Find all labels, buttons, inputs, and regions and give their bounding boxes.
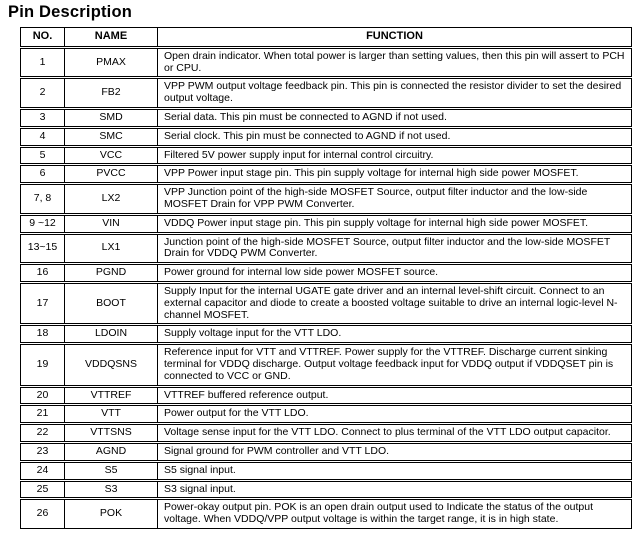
pin-number-cell: 23 [36, 444, 49, 457]
pin-name-cell: POK [64, 500, 158, 528]
pin-function-cell: VTTREF buffered reference output. [164, 388, 329, 401]
table-row [20, 78, 632, 108]
table-row [20, 499, 632, 529]
pin-number-cell: 26 [36, 507, 49, 520]
table-row [20, 48, 632, 78]
pin-function-cell: Power ground for internal low side power MOSFET source. [164, 266, 439, 279]
table-row [20, 405, 632, 423]
pin-function-cell: VPP Power input stage pin. This pin supply voltage for internal high side power MOSFET. [164, 167, 579, 180]
table-row [20, 462, 632, 480]
pin-name-cell: AGND [64, 444, 158, 460]
pin-name-cell: PGND [64, 265, 158, 281]
pin-name-cell: PMAX [64, 49, 158, 77]
pin-number-cell: 21 [36, 407, 49, 420]
pin-function-cell: VDDQ Power input stage pin. This pin supply voltage for internal high side power MOSFET. [164, 216, 589, 229]
table-row [20, 128, 632, 146]
pin-number-cell: 3 [39, 110, 46, 123]
page-title: Pin Description [8, 3, 133, 21]
pin-name-cell: VCC [64, 148, 158, 164]
pin-number-cell: 7, 8 [33, 192, 52, 205]
pin-function-cell: Supply Input for the internal UGATE gate driver and an internal level-shift circuit. Connect to an external capacitor and diode to create a boosted voltage suitable to drive an internal logic-level N-channel MOSFET. [164, 284, 618, 321]
pin-function-cell: Serial clock. This pin must be connected to AGND if not used. [164, 129, 451, 142]
pin-function-cell: S3 signal input. [164, 482, 236, 495]
table-row [20, 424, 632, 442]
pin-name-cell: VDDQSNS [64, 345, 158, 384]
pin-number-cell: 9 ~12 [29, 216, 56, 229]
pin-name-cell: VTTREF [64, 388, 158, 404]
pin-number-cell: 17 [36, 296, 49, 309]
pin-number-cell: 20 [36, 388, 49, 401]
table-row [20, 344, 632, 385]
header-no: NO. [32, 30, 53, 42]
table-row [20, 165, 632, 183]
pin-number-cell: 18 [36, 327, 49, 340]
pin-name-cell: BOOT [64, 284, 158, 323]
pin-number-cell: 24 [36, 463, 49, 476]
table-row [20, 283, 632, 324]
pin-number-cell: 13~15 [27, 241, 58, 254]
pin-function-cell: Power-okay output pin. POK is an open drain output used to Indicate the status of the output voltage. When VDDQ/VPP output voltage is within the target range, it is in high state. [164, 501, 594, 526]
table-row [20, 325, 632, 343]
pin-function-cell: S5 signal input. [164, 463, 236, 476]
table-row [20, 264, 632, 282]
pin-name-cell: PVCC [64, 166, 158, 182]
pin-name-cell: LX1 [64, 235, 158, 263]
table-row [20, 234, 632, 264]
pin-function-cell: Serial data. This pin must be connected to AGND if not used. [164, 110, 447, 123]
pin-function-cell: Signal ground for PWM controller and VTT LDO. [164, 444, 390, 457]
pin-number-cell: 22 [36, 426, 49, 439]
pin-name-cell: VTTSNS [64, 425, 158, 441]
pin-name-cell: S5 [64, 463, 158, 479]
pin-function-cell: VPP PWM output voltage feedback pin. This pin is connected the resistor divider to set the desired output voltage. [164, 80, 622, 105]
pin-function-cell: VPP Junction point of the high-side MOSFET Source, output filter inductor and the low-side MOSFET Drain for VPP PWM Converter. [164, 186, 588, 210]
table-row [20, 184, 632, 214]
pin-name-cell: S3 [64, 482, 158, 498]
pin-description-table [20, 27, 632, 529]
pin-function-cell: Reference input for VTT and VTTREF. Power supply for the VTTREF. Discharge current sinking terminal for VDDQ discharge. Output voltage feedback input for VDDQ output if VDDQSET pin is connected to VCC or GND. [164, 346, 614, 382]
pin-name-cell: SMD [64, 110, 158, 126]
table-row [20, 481, 632, 499]
header-function: FUNCTION [366, 30, 423, 42]
pin-name-cell: LDOIN [64, 326, 158, 342]
pin-number-cell: 19 [36, 357, 49, 370]
table-header-row [20, 27, 632, 47]
pin-number-cell: 2 [39, 86, 46, 99]
table-row [20, 443, 632, 461]
pin-name-cell: SMC [64, 129, 158, 145]
pin-name-cell: LX2 [64, 185, 158, 213]
header-name: NAME [64, 28, 158, 46]
pin-name-cell: FB2 [64, 79, 158, 107]
pin-function-cell: Open drain indicator. When total power is larger than setting values, then this pin will assert to PCH or CPU. [164, 49, 625, 74]
pin-function-cell: Voltage sense input for the VTT LDO. Connect to plus terminal of the VTT LDO output capacitor. [164, 426, 611, 439]
pin-function-cell: Filtered 5V power supply input for internal control circuitry. [164, 148, 434, 161]
pin-function-cell: Junction point of the high-side MOSFET Source, output filter inductor and the low-side MOSFET Drain for VDDQ PWM Converter. [164, 235, 611, 260]
pin-number-cell: 1 [39, 55, 46, 68]
table-row [20, 109, 632, 127]
pin-function-cell: Power output for the VTT LDO. [164, 407, 309, 420]
pin-function-cell: Supply voltage input for the VTT LDO. [164, 327, 342, 340]
pin-number-cell: 25 [36, 482, 49, 495]
table-row [20, 147, 632, 165]
pin-number-cell: 4 [39, 129, 46, 142]
table-row [20, 387, 632, 405]
pin-name-cell: VTT [64, 406, 158, 422]
pin-number-cell: 5 [39, 148, 46, 161]
pin-number-cell: 16 [36, 266, 49, 279]
table-body [20, 48, 632, 529]
table-row [20, 215, 632, 233]
pin-name-cell: VIN [64, 216, 158, 232]
pin-number-cell: 6 [39, 167, 46, 180]
